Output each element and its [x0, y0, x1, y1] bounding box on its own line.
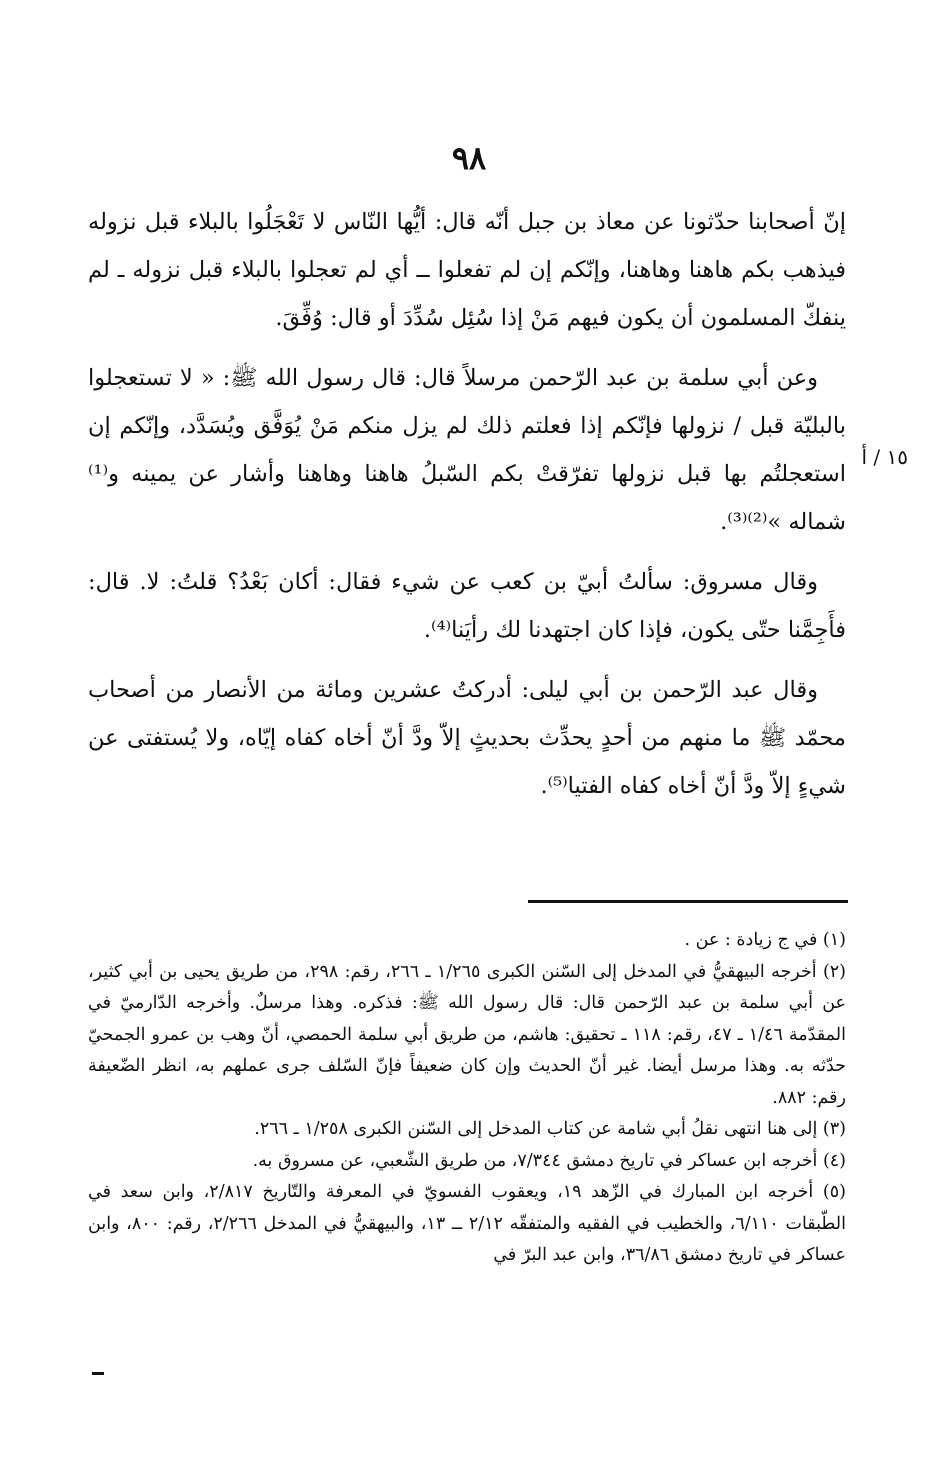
- main-text-body: [88, 198, 846, 822]
- footnote-3: (٣) إلى هنا انتهى نقلُ أبي شامة عن كتاب المدخل إلى السّنن الكبرى ١/٢٥٨ ـ ٢٦٦.: [254, 1119, 846, 1139]
- footnote-4: (٤) أخرجه ابن عساكر في تاريخ دمشق ٧/٣٤٤، من طريق الشّعبي، عن مسروق به.: [252, 1150, 846, 1171]
- folio-margin-note: ١٥ / أ: [861, 445, 908, 469]
- paragraph-abd-rahman: وقال عبد الرّحمن بن أبي ليلى: أدركتُ عشرين ومائة من الأنصار من أصحاب محمّد ﷺ ما منهم من أحدٍ يحدِّث بحديثٍ إلاّ ودَّ أنّ أخاه كفاه إيّاه، ولا يُستفتى عن شيءٍ إلاّ ودَّ أنّ أخاه كفاه الفتيا⁽⁵⁾.: [88, 677, 846, 799]
- footnote-separator: [528, 900, 848, 903]
- footnote-5: (٥) أخرجه ابن المبارك في الزّهد ١٩، ويعقوب الفسويّ في المعرفة والتّاريخ ٢/٨١٧، وابن سعد في الطّبقات ٦/١١٠، والخطيب في الفقيه والمتفقّه ٢/١٢ ــ ١٣، والبيهقيُّ في المدخل ٢/٢٦٦، رقم: ٨٠٠، وابن عساكر في تاريخ دمشق ٣٦/٨٦، وابن عبد البرّ في: [88, 1182, 846, 1265]
- paragraph-muadh: إنّ أصحابنا حدّثونا عن معاذ بن جبل أنّه قال: أيُّها النّاس لا تَعْجَلُوا بالبلاء قبل نزوله فيذهب بكم هاهنا وهاهنا، وإنّكم إن لم تفعلوا ــ أي لم تعجلوا بالبلاء قبل نزوله ـ لم ينفكّ المسلمون أن يكون فيهم مَنْ إذا سُئِل سُدِّدَ أو قال: وُفِّقَ.: [88, 209, 846, 331]
- footnote-2: (٢) أخرجه البيهقيُّ في المدخل إلى السّنن الكبرى ١/٢٦٥ ـ ٢٦٦، رقم: ٢٩٨، من طريق يحيى بن أبي كثير، عن أبي سلمة بن عبد الرّحمن قال: قال رسول الله ﷺ: فذكره. وهذا مرسلٌ. وأخرجه الدّارميّ في المقدّمة ١/٤٦ ـ ٤٧، رقم: ١١٨ ـ تحقيق: هاشم، من طريق أبي سلمة الحمصي، أنّ وهب بن عمرو الجمحيّ حدّثه به. وهذا مرسل أيضا. غير أنّ الحديث وإن كان ضعيفاً فإنّ السّلف جرى عملهم به، انظر الضّعيفة رقم: ٨٨٢.: [88, 961, 846, 1108]
- paragraph-masruq: وقال مسروق: سألتُ أبيّ بن كعب عن شيء فقال: أكان بَعْدُ؟ قلتُ: لا. قال: فأَجِمَّنا حتّى يكون، فإذا كان اجتهدنا لك رأيَنا⁽⁴⁾.: [88, 569, 846, 643]
- footnotes-section: [88, 925, 846, 1272]
- paragraph-abi-salama: وعن أبي سلمة بن عبد الرّحمن مرسلاً قال: قال رسول الله ﷺ: « لا تستعجلوا بالبليّة قبل / نزولها فإنّكم إذا فعلتم ذلك لم يزل منكم مَنْ يُوَفَّق ويُسَدَّد، وإنّكم إن استعجلتُم بها قبل نزولها تفرّقتْ بكم السّبلُ هاهنا وهاهنا وأشار عن يمينه و⁽¹⁾ شماله »⁽²⁾⁽³⁾.: [88, 365, 846, 535]
- footnote-1: (١) في ج زيادة : عن .: [684, 930, 846, 950]
- page-number: ٩٨: [451, 139, 487, 177]
- continuation-dash: [92, 1372, 104, 1375]
